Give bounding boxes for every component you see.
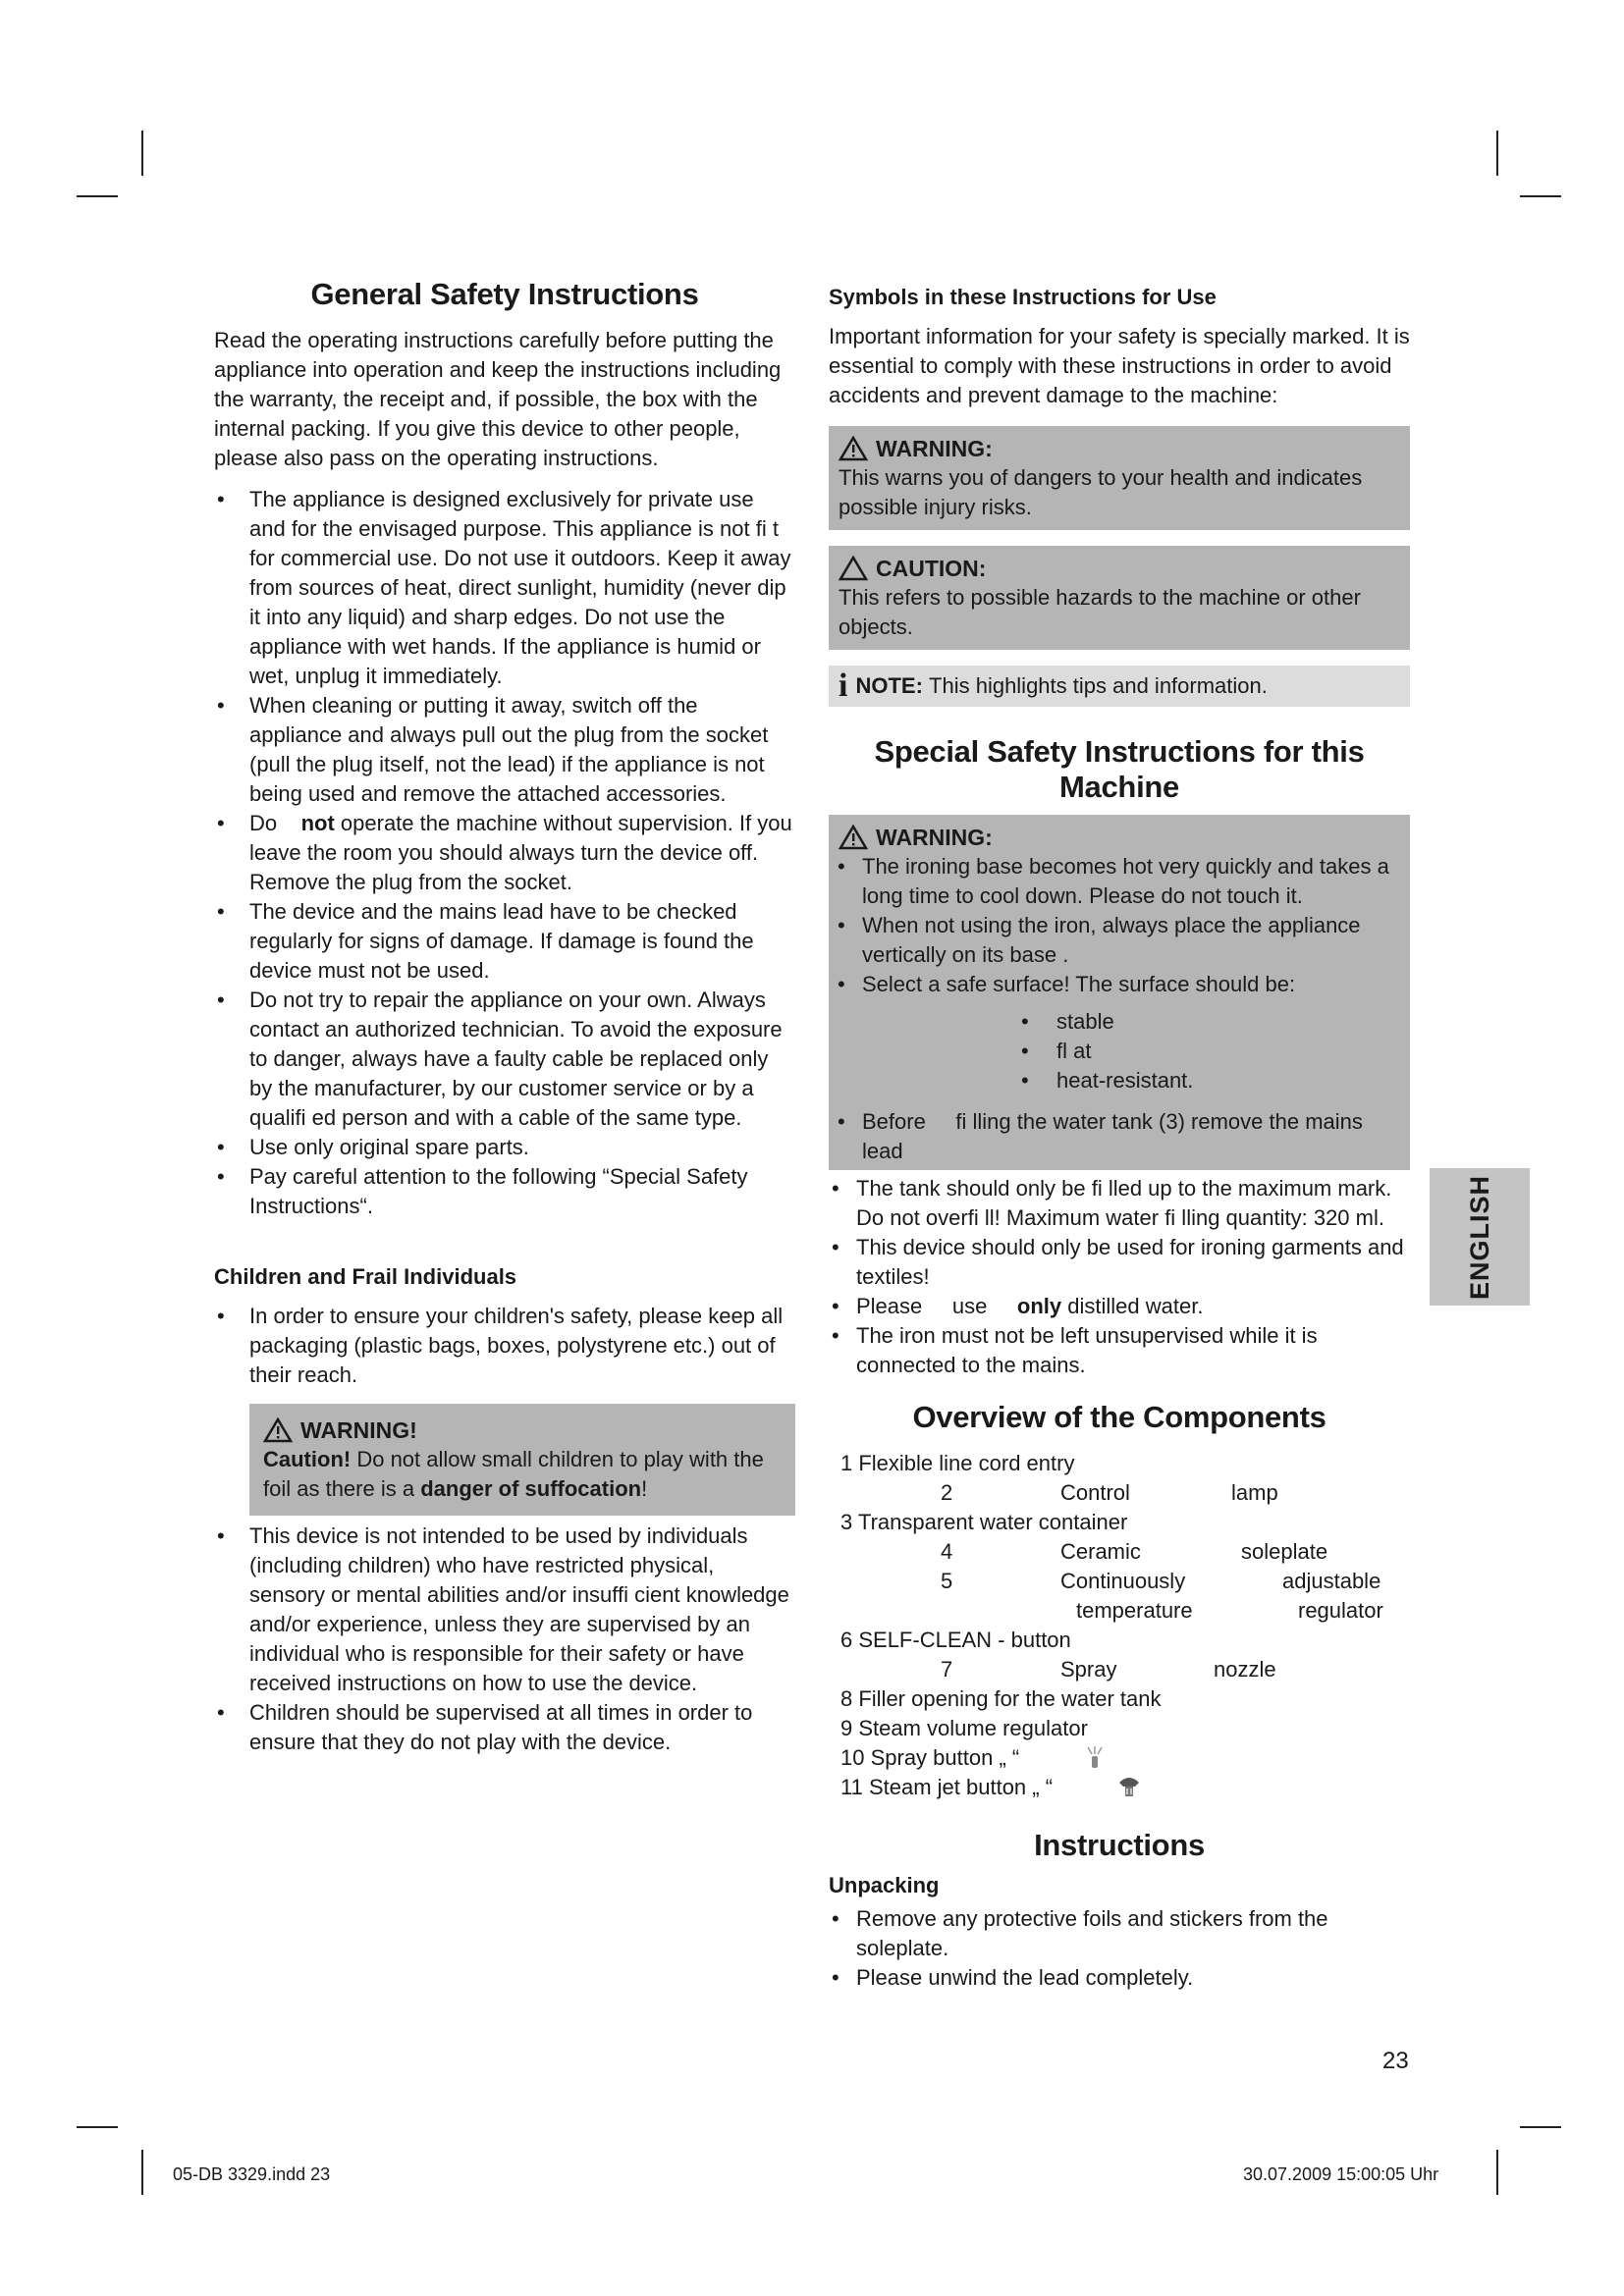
filling-text: fi lling the water tank (3) remove the mains lead xyxy=(862,1109,1363,1163)
list-item xyxy=(214,809,795,897)
unpacking-heading: Unpacking xyxy=(829,1873,940,1897)
info-icon: i xyxy=(839,667,848,704)
warning-symbol-box xyxy=(829,426,1410,530)
special-safety-title: Special Safety Instructions for this Machine xyxy=(874,734,1365,804)
list-item: • This device should only be used for ironing garments and textiles! xyxy=(829,1233,1410,1292)
children-heading: Children and Frail Individuals xyxy=(214,1264,517,1289)
before-word: Before xyxy=(862,1109,926,1134)
left-column xyxy=(214,277,795,1757)
language-tab xyxy=(1430,1168,1530,1306)
page-number: 23 xyxy=(1382,2048,1409,2074)
list-item: • Pay careful attention to the following “Special Safety Instructions“. xyxy=(214,1162,795,1221)
component-item: temperature regulator xyxy=(1076,1598,1383,1623)
do-word: Do xyxy=(249,811,278,835)
component-item: 3 Transparent water container xyxy=(840,1510,1128,1534)
component-item: 10 Spray button „ “ xyxy=(840,1743,1410,1773)
list-item: • The appliance is designed exclusively for private use and for the envisaged purpose. This appliance is not fi t for commercial use. Do not use it outdoors. Keep it away from sources of heat, direct sunlight, humidity (never dip it into any liquid) and sharp edges. Do not use the appliance with wet hands. If the appliance is humid or wet, unplug it immediately. xyxy=(214,485,795,691)
list-item: • The tank should only be fi lled up to the maximum mark. Do not overfi ll! Maximum water fi lling quantity: 320 ml. xyxy=(829,1174,1410,1233)
component-item: 6 SELF-CLEAN - button xyxy=(840,1628,1071,1652)
special-warning-list xyxy=(835,852,1400,999)
surface-list xyxy=(835,1007,1400,1095)
individuals-list xyxy=(214,1522,795,1757)
warning-triangle-icon xyxy=(839,436,868,461)
warning-box-title: WARNING! xyxy=(300,1417,417,1443)
distilled-text: distilled water. xyxy=(1067,1294,1204,1318)
component-item: 7 Spray nozzle xyxy=(941,1657,1276,1682)
crop-mark xyxy=(141,131,143,176)
do-not-text: operate the machine without supervision. If you leave the room you should always turn the device off. Remove the plug from the socket. xyxy=(249,811,792,894)
special-warning-box xyxy=(829,815,1410,1170)
list-item: • stable xyxy=(1021,1007,1400,1037)
list-item xyxy=(835,1107,1400,1166)
caution-label: Caution! xyxy=(263,1447,352,1471)
warning-box-text: Do not allow small children to play with the foil as there is a xyxy=(263,1447,764,1501)
component-item: 9 Steam volume regulator xyxy=(840,1716,1088,1740)
caution-triangle-icon xyxy=(839,556,868,581)
component-item: 4 Ceramic soleplate xyxy=(941,1539,1328,1564)
crop-mark xyxy=(1496,131,1498,176)
caution-text: This refers to possible hazards to the machine or other objects. xyxy=(839,585,1361,639)
use-word: use xyxy=(951,1294,988,1318)
list-item: • Children should be supervised at all times in order to ensure that they do not play with the device. xyxy=(214,1698,795,1757)
component-item: 1 Flexible line cord entry xyxy=(840,1451,1075,1475)
list-item: • Please unwind the lead completely. xyxy=(829,1963,1410,1993)
footer-timestamp: 30.07.2009 15:00:05 Uhr xyxy=(1243,2164,1439,2184)
intro-paragraph: Read the operating instructions carefully before putting the appliance into operation and keep the instructions including the warranty, the receipt and, if possible, the box with the internal packing. If you give this device to other people, please also pass on the operating instructions. xyxy=(214,328,782,470)
mains-lead-list xyxy=(835,1107,1400,1166)
symbols-intro: Important information for your safety is specially marked. It is essential to comply with these instructions in order to avoid accidents and prevent damage to the machine: xyxy=(829,324,1410,407)
list-item: • The iron must not be left unsupervised while it is connected to the mains. xyxy=(829,1321,1410,1380)
list-item: • In order to ensure your children's safety, please keep all packaging (plastic bags, boxes, polystyrene etc.) out of their reach. xyxy=(214,1302,795,1390)
only-word: only xyxy=(1016,1294,1062,1318)
steam-jet-icon xyxy=(1117,1773,1141,1800)
note-label: NOTE: xyxy=(855,673,923,698)
list-item: • Do not try to repair the appliance on your own. Always contact an authorized technician. To avoid the exposure to danger, always have a faulty cable be replaced only by the manufacturer, by our customer service or by a qualifi ed person and with a cable of the same type. xyxy=(214,986,795,1133)
general-safety-title: General Safety Instructions xyxy=(310,277,699,311)
list-item: • This device is not intended to be used by individuals (including children) who have restricted physical, sensory or mental abilities and/or insuffi cient knowledge and/or experience, unless they are supervised by an individual who is responsible for their safety or have received instructions on how to use the device. xyxy=(214,1522,795,1698)
list-item xyxy=(829,1292,1410,1321)
please-word: Please xyxy=(856,1294,923,1318)
crop-mark xyxy=(1520,2126,1561,2128)
list-item: • Use only original spare parts. xyxy=(214,1133,795,1162)
crop-mark xyxy=(77,195,118,197)
language-tab-label: ENGLISH xyxy=(1464,1174,1494,1300)
tank-list xyxy=(829,1174,1410,1380)
warning-title: WARNING: xyxy=(876,436,993,461)
crop-mark xyxy=(77,2126,118,2128)
list-item: • heat-resistant. xyxy=(1021,1066,1400,1095)
spray-icon xyxy=(1086,1744,1104,1770)
children-list xyxy=(214,1302,795,1390)
list-item: • Remove any protective foils and stickers from the soleplate. xyxy=(829,1904,1410,1963)
components-list xyxy=(829,1449,1410,1802)
overview-title: Overview of the Components xyxy=(912,1400,1326,1434)
component-item: 2 Control lamp xyxy=(941,1480,1278,1505)
footer-filename: 05-DB 3329.indd 23 xyxy=(173,2164,331,2184)
list-item: • The ironing base becomes hot very quickly and takes a long time to cool down. Please do not touch it. xyxy=(835,852,1400,911)
list-item: • When not using the iron, always place the appliance vertically on its base . xyxy=(835,911,1400,970)
safety-bullet-list xyxy=(214,485,795,1221)
warning-triangle-icon xyxy=(839,825,868,850)
component-item: 11 Steam jet button „ “ xyxy=(840,1773,1410,1802)
warning-box-end: ! xyxy=(641,1476,648,1501)
crop-mark xyxy=(1496,2150,1498,2195)
component-item: 8 Filler opening for the water tank xyxy=(840,1686,1162,1711)
instructions-title: Instructions xyxy=(1034,1828,1205,1862)
list-item: • fl at xyxy=(1021,1037,1400,1066)
warning-text: This warns you of dangers to your health and indicates possible injury risks. xyxy=(839,465,1363,519)
unpacking-list xyxy=(829,1904,1410,1993)
danger-text: danger of suffocation xyxy=(420,1476,642,1501)
right-column xyxy=(829,285,1410,1993)
list-item: • The device and the mains lead have to be checked regularly for signs of damage. If damage is found the device must not be used. xyxy=(214,897,795,986)
caution-title: CAUTION: xyxy=(876,556,987,581)
suffocation-warning-box xyxy=(249,1404,795,1516)
special-warning-title: WARNING: xyxy=(876,825,993,850)
warning-triangle-icon xyxy=(263,1417,293,1443)
crop-mark xyxy=(141,2150,143,2195)
note-text: This highlights tips and information. xyxy=(929,673,1268,698)
list-item: • Select a safe surface! The surface should be: xyxy=(835,970,1400,999)
note-box xyxy=(829,666,1410,707)
list-item: • When cleaning or putting it away, switch off the appliance and always pull out the plug from the socket (pull the plug itself, not the lead) if the appliance is not being used and remove the attached accessories. xyxy=(214,691,795,809)
symbols-heading: Symbols in these Instructions for Use xyxy=(829,285,1217,309)
not-word: not xyxy=(300,811,335,835)
caution-symbol-box xyxy=(829,546,1410,650)
crop-mark xyxy=(1520,195,1561,197)
component-item: 5 Continuously adjustable xyxy=(941,1569,1381,1593)
